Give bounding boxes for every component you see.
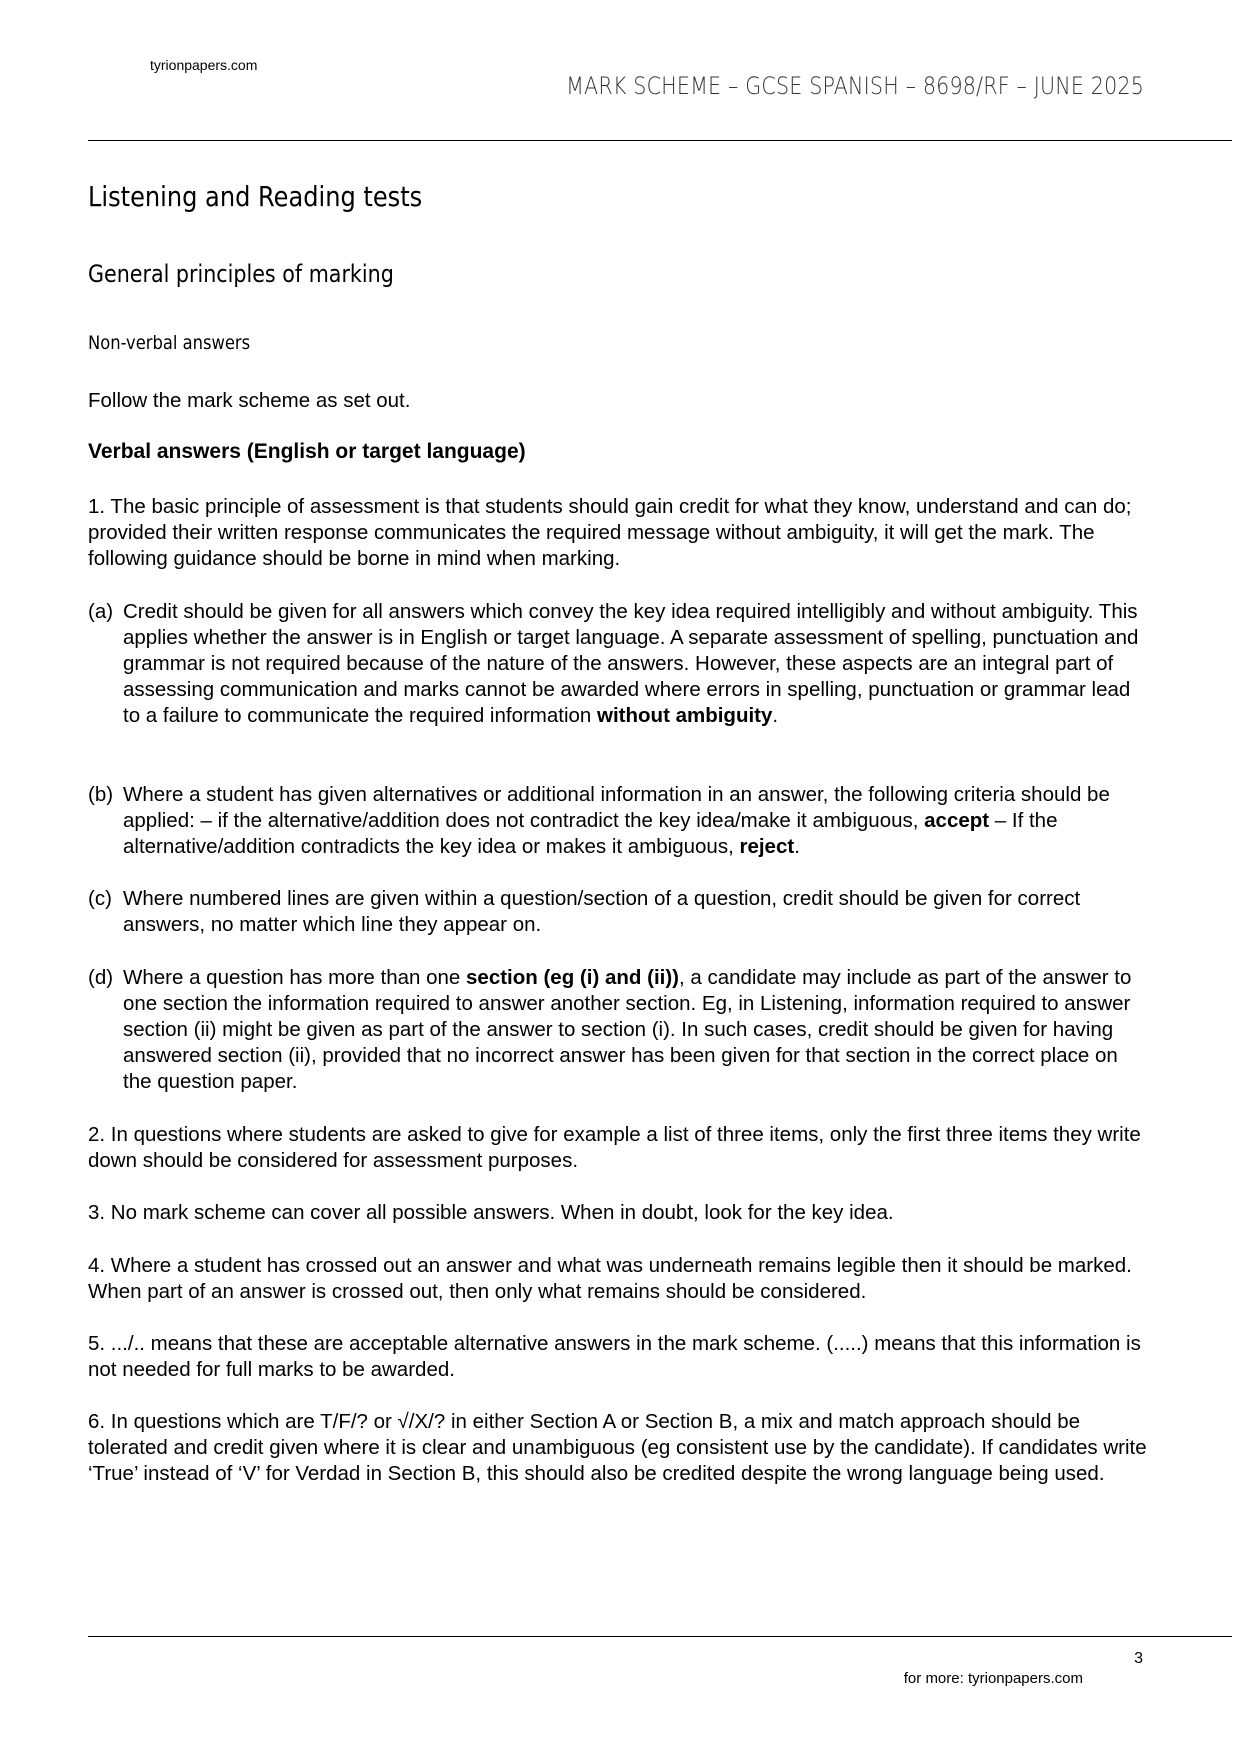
paragraph-3: 3. No mark scheme can cover all possible answers. When in doubt, look for the key idea. — [88, 1201, 894, 1224]
header-title: MARK SCHEME – GCSE SPANISH – 8698/RF – JUNE 2025 — [566, 72, 1144, 100]
item-c — [88, 886, 1148, 938]
paragraph-4: 4. Where a student has crossed out an answer and what was underneath remains legible then it should be marked. When part of an answer is crossed out, then only what remains should be considered. — [88, 1254, 1132, 1303]
verbal-answers-heading: Verbal answers (English or target language) — [88, 440, 526, 463]
follow-text: Follow the mark scheme as set out. — [88, 389, 411, 412]
item-c-label: (c) — [88, 887, 112, 910]
page-number: 3 — [1134, 1650, 1143, 1667]
header-divider — [88, 140, 1232, 141]
item-c-text: Where numbered lines are given within a question/section of a question, credit should be given for correct answers, no matter which line they appear on. — [123, 887, 1081, 936]
item-d-bold: section (eg (i) and (ii)) — [466, 966, 679, 989]
subsection-heading: General principles of marking — [88, 260, 394, 288]
section-heading: Listening and Reading tests — [88, 180, 423, 213]
paragraph-2: 2. In questions where students are asked to give for example a list of three items, only the first three items they write down should be considered for assessment purposes. — [88, 1123, 1141, 1172]
item-b-label: (b) — [88, 783, 114, 806]
item-b-text-1: Where a student has given alternatives or additional information in an answer, the following criteria should be applied: – if the alternative/addition does not contradict the key idea/make it ambiguous, — [123, 783, 1110, 832]
watermark-top: tyrionpapers.com — [150, 57, 258, 73]
item-d — [88, 965, 1148, 1095]
item-a-end: . — [772, 704, 779, 727]
item-a — [88, 599, 1148, 729]
paragraph-6: 6. In questions which are T/F/? or √/X/? in either Section A or Section B, a mix and match approach should be tolerated and credit given where it is clear and unambiguous (eg consistent use by the candidate). If candidates write ‘True’ instead of ‘V’ for Verdad in Section B, this should also be credited despite the wrong language being used. — [88, 1410, 1147, 1485]
item-a-bold: without ambiguity — [597, 704, 773, 727]
item-b-bold-reject: reject — [739, 835, 795, 858]
minor-heading: Non-verbal answers — [88, 332, 251, 354]
item-b — [88, 782, 1148, 860]
item-a-label: (a) — [88, 600, 114, 623]
item-b-bold-accept: accept — [924, 809, 990, 832]
item-d-text-1: Where a question has more than one — [123, 966, 467, 989]
item-d-label: (d) — [88, 966, 114, 989]
footer-divider — [88, 1636, 1232, 1637]
item-b-end: . — [794, 835, 800, 858]
item-a-text: Credit should be given for all answers which convey the key idea required intelligibly and without ambiguity. This applies whether the answer is in English or target language. A separate assessment of spelling, punctuation and grammar is not required because of the nature of the answers. However, these aspects are an integral part of assessing communication and marks cannot be awarded where errors in spelling, punctuation or grammar lead to a failure to communicate the required information — [123, 600, 1139, 727]
paragraph-5: 5. .../.. means that these are acceptable alternative answers in the mark scheme. (.....) means that this information is not needed for full marks to be awarded. — [88, 1332, 1141, 1381]
item-b-text-2: – If the alternative/addition contradicts the key idea or makes it ambiguous, — [123, 809, 1058, 858]
item-d-text-2: , a candidate may include as part of the answer to one section the information required to answer another section. Eg, in Listening, information required to answer section (ii) might be given as part of the answer to section (i). In such cases, credit should be given for having answered section (ii), provided that no incorrect answer has been given for that section in the correct place on the question paper. — [123, 966, 1132, 1093]
paragraph-1: 1. The basic principle of assessment is that students should gain credit for what they know, understand and can do; provided their written response communicates the required message without ambiguity, it will get the mark. The following guidance should be borne in mind when marking. — [88, 495, 1132, 570]
footer-link-text: for more: tyrionpapers.com — [903, 1670, 1083, 1687]
